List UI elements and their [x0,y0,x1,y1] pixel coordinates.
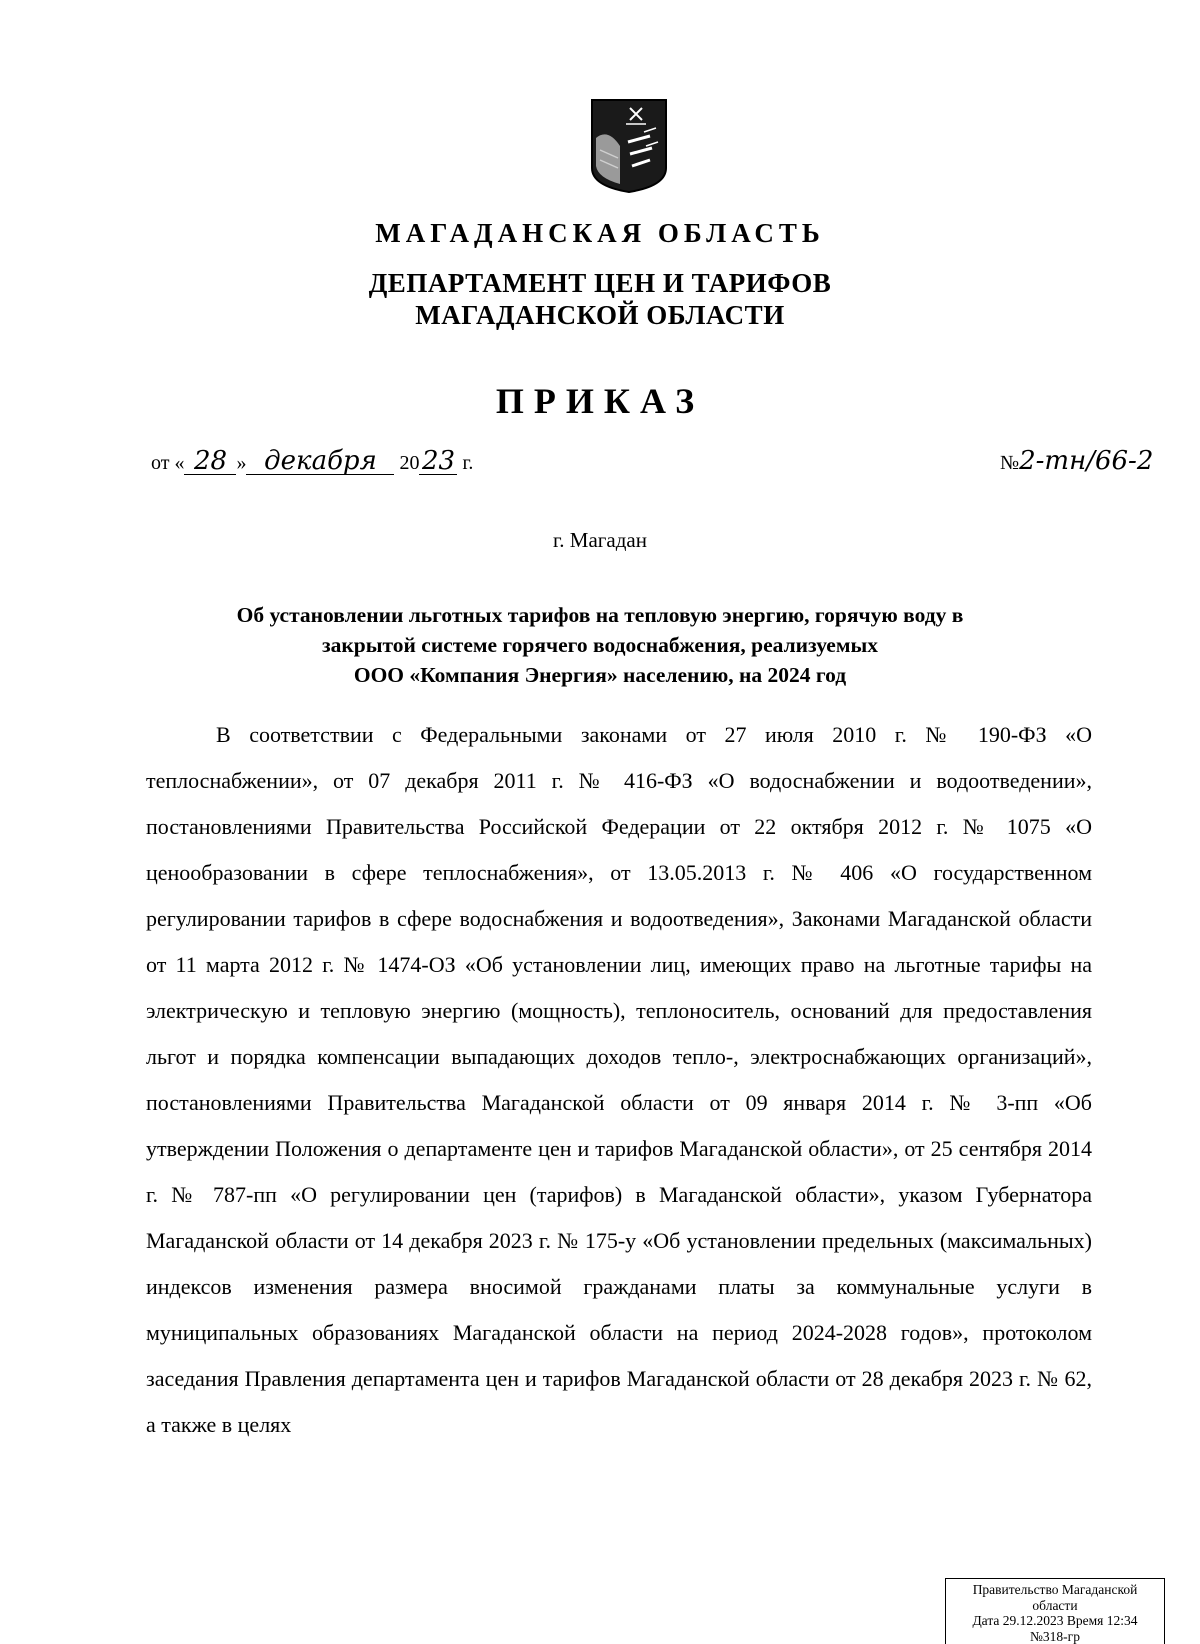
stamp-line: №318-гр [946,1629,1164,1644]
date-prefix: от « [151,452,184,474]
stamp-line: Дата 29.12.2023 Время 12:34 [946,1613,1164,1629]
date-year-handwritten: 23 [419,448,457,475]
number-handwritten: 2-тн/66-2 [1019,448,1153,474]
region-title: МАГАДАНСКАЯ ОБЛАСТЬ [0,218,1200,249]
date-mid: » [236,452,246,474]
date-day-handwritten: 28 [184,448,236,475]
subject-line: ООО «Компания Энергия» населению, на 2024 год [140,660,1060,690]
city-label: г. Магадан [0,528,1200,553]
coat-of-arms-emblem [590,98,668,194]
date-suffix: г. [462,452,473,474]
stamp-line: области [946,1598,1164,1614]
date-month-handwritten: декабря [246,448,394,475]
order-date [151,448,473,475]
registration-stamp [945,1578,1165,1644]
subject-line: закрытой системе горячего водоснабжения, реализуемых [140,630,1060,660]
number-prefix: № [1000,452,1019,474]
date-year-prefix: 20 [399,452,419,474]
department-title-line1: ДЕПАРТАМЕНТ ЦЕН И ТАРИФОВ [0,268,1200,299]
stamp-line: Правительство Магаданской [946,1582,1164,1598]
department-title-line2: МАГАДАНСКОЙ ОБЛАСТИ [0,300,1200,331]
subject-line: Об установлении льготных тарифов на тепловую энергию, горячую воду в [140,600,1060,630]
body-paragraph: В соответствии с Федеральными законами от 27 июля 2010 г. № 190-ФЗ «О теплоснабжении», от 07 декабря 2011 г. № 416-ФЗ «О водоснабжении и водоотведении», постановлениями Правительства Российской Федерации от 22 октября 2012 г. № 1075 «О ценообразовании в сфере теплоснабжения», от 13.05.2013 г. № 406 «О государственном регулировании тарифов в сфере водоснабжения и водоотведения», Законами Магаданской области от 11 марта 2012 г. № 1474-ОЗ «Об установлении лиц, имеющих право на льготные тарифы на электрическую и тепловую энергию (мощность), теплоноситель, оснований для предоставления льгот и порядка компенсации выпадающих доходов тепло-, электроснабжающих организаций», постановлениями Правительства Магаданской области от 09 января 2014 г. № 3-пп «Об утверждении Положения о департаменте цен и тарифов Магаданской области», от 25 сентября 2014 г. № 787-пп «О регулировании цен (тарифов) в Магаданской области», указом Губернатора Магаданской области от 14 декабря 2023 г. № 175-у «Об установлении предельных (максимальных) индексов изменения размера вносимой гражданами платы за коммунальные услуги в муниципальных образованиях Магаданской области на период 2024-2028 годов», протоколом заседания Правления департамента цен и тарифов Магаданской области от 28 декабря 2023 г. № 62, а также в целях [146,712,1092,1448]
order-subject [140,600,1060,690]
document-type-title: ПРИКАЗ [0,380,1200,422]
order-number [1000,448,1153,475]
